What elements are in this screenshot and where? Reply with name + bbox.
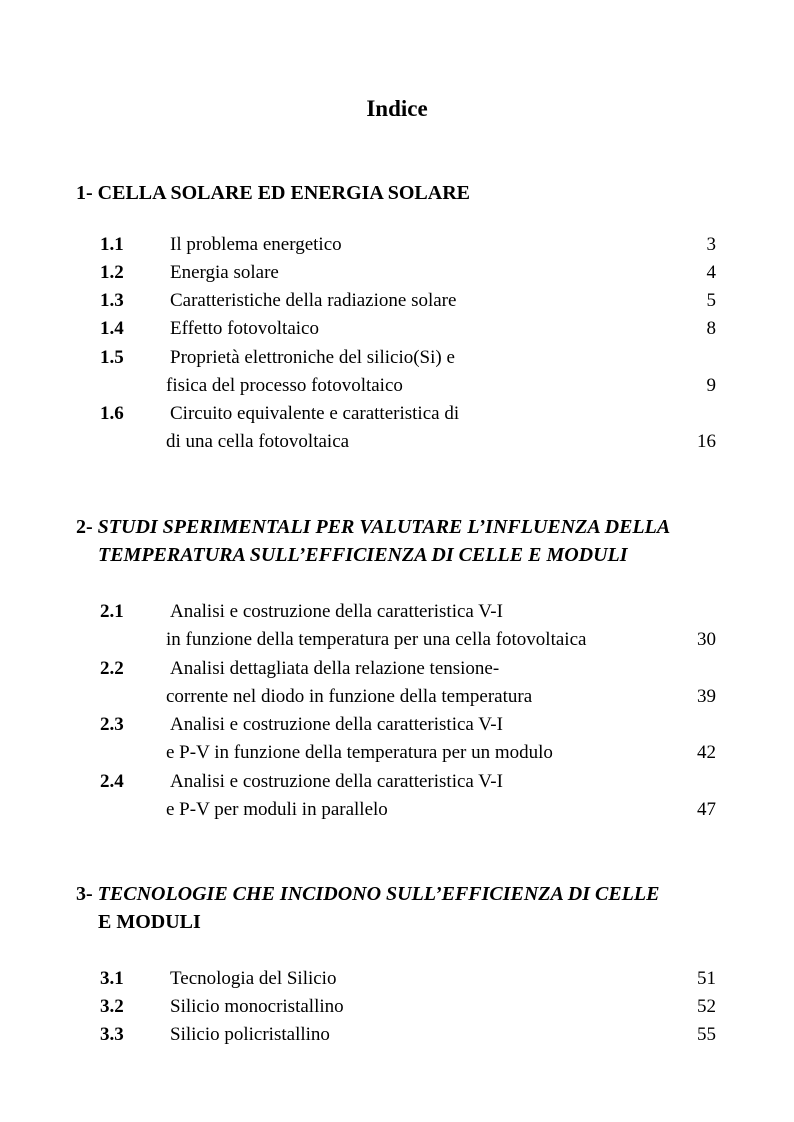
section-number: 1.1: [100, 234, 124, 255]
section-title-continued: e P-V per moduli in parallelo: [166, 799, 388, 820]
chapter-title-line: TEMPERATURA SULL’EFFICIENZA DI CELLE E MODULI: [98, 544, 628, 566]
section-page: 51: [697, 968, 716, 989]
section-title: Analisi dettagliata della relazione tensione-: [170, 658, 500, 679]
chapter-title-line: CELLA SOLARE ED ENERGIA SOLARE: [97, 182, 470, 204]
section-title-continued: in funzione della temperatura per una cella fotovoltaica: [166, 629, 587, 650]
chapter-title-line: STUDI SPERIMENTALI PER VALUTARE L’INFLUENZA DELLA: [97, 516, 671, 538]
section-number: 1.6: [100, 403, 124, 424]
section-title: Proprietà elettroniche del silicio(Si) e: [170, 347, 455, 368]
chapter-3-heading: [76, 880, 756, 936]
section-title: Silicio monocristallino: [170, 996, 344, 1017]
section-number: 2.3: [100, 714, 124, 735]
section-number: 1.3: [100, 290, 124, 311]
section-title: Analisi e costruzione della caratteristica V-I: [170, 601, 503, 622]
section-title: Analisi e costruzione della caratteristica V-I: [170, 714, 503, 735]
section-page: 30: [697, 629, 716, 650]
section-title: Circuito equivalente e caratteristica di: [170, 403, 460, 424]
section-title-continued: di una cella fotovoltaica: [166, 431, 350, 452]
section-page: 16: [697, 431, 716, 452]
section-title: Tecnologia del Silicio: [170, 968, 337, 989]
section-title: Caratteristiche della radiazione solare: [170, 290, 457, 311]
section-number: 3.2: [100, 996, 124, 1017]
section-page: 42: [697, 742, 716, 763]
chapter-title-line: E MODULI: [98, 911, 201, 933]
chapter-number: 1-: [76, 182, 93, 204]
section-page: 8: [706, 318, 716, 339]
section-page: 9: [706, 375, 716, 396]
section-number: 3.3: [100, 1024, 124, 1045]
section-number: 2.4: [100, 771, 124, 792]
section-number: 2.1: [100, 601, 124, 622]
chapter-2-heading: [76, 513, 756, 569]
section-title: Effetto fotovoltaico: [170, 318, 319, 339]
section-number: 1.5: [100, 347, 124, 368]
section-page: 5: [706, 290, 716, 311]
section-title: Silicio policristallino: [170, 1024, 330, 1045]
section-page: 39: [697, 686, 716, 707]
page-title: Indice: [366, 96, 428, 121]
chapter-title-line: TECNOLOGIE CHE INCIDONO SULL’EFFICIENZA DI CELLE: [97, 883, 660, 905]
section-number: 1.4: [100, 318, 124, 339]
section-page: 47: [697, 799, 716, 820]
section-title: Analisi e costruzione della caratteristica V-I: [170, 771, 503, 792]
section-number: 1.2: [100, 262, 124, 283]
section-number: 2.2: [100, 658, 124, 679]
section-number: 3.1: [100, 968, 124, 989]
section-title: Il problema energetico: [170, 234, 342, 255]
chapter-number: 3-: [76, 883, 93, 905]
section-title: Energia solare: [170, 262, 279, 283]
section-title-continued: e P-V in funzione della temperatura per un modulo: [166, 742, 553, 763]
section-title-continued: corrente nel diodo in funzione della temperatura: [166, 686, 533, 707]
section-page: 55: [697, 1024, 716, 1045]
chapter-1-heading: [76, 179, 756, 207]
section-title-continued: fisica del processo fotovoltaico: [166, 375, 403, 396]
section-page: 4: [706, 262, 716, 283]
chapter-number: 2-: [76, 516, 93, 538]
section-page: 52: [697, 996, 716, 1017]
section-page: 3: [706, 234, 716, 255]
